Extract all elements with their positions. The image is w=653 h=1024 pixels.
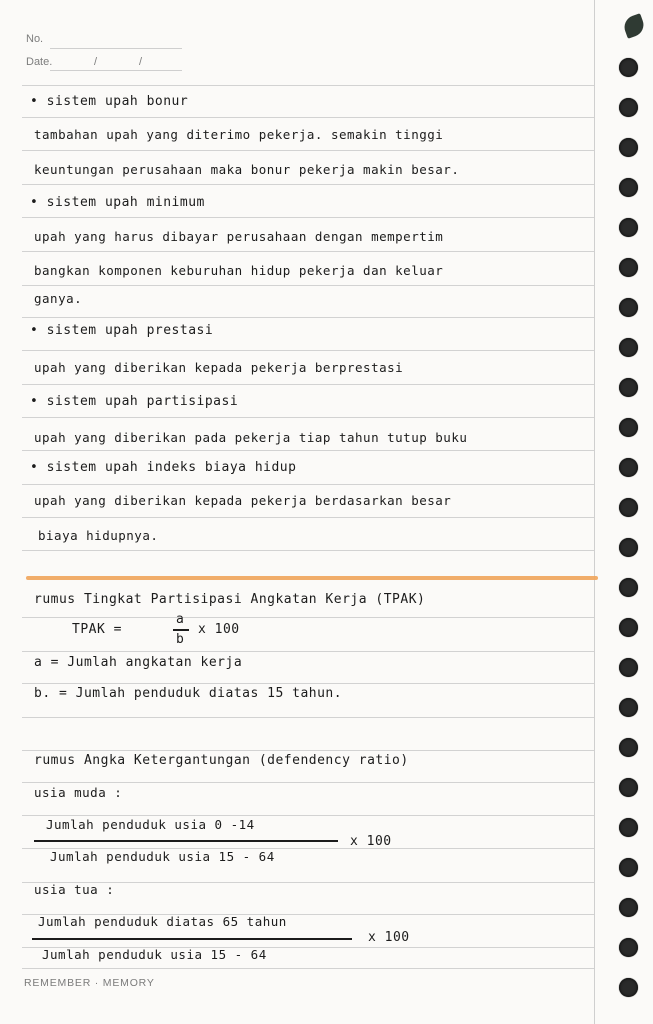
spiral-hole xyxy=(619,938,638,957)
old-times: x 100 xyxy=(368,930,410,945)
min-desc-2: bangkan komponen keburuhan hidup pekerja dan keluar xyxy=(34,263,444,278)
tpak-title: rumus Tingkat Partisipasi Angkatan Kerja (TPAK) xyxy=(34,592,426,607)
spiral-hole xyxy=(619,898,638,917)
spiral-hole xyxy=(619,218,638,237)
spiral-hole xyxy=(619,458,638,477)
spiral-hole xyxy=(619,258,638,277)
tpak-formula-left: TPAK = xyxy=(72,622,122,637)
ruled-line xyxy=(22,150,594,151)
old-denominator: Jumlah penduduk usia 15 - 64 xyxy=(42,947,267,962)
date-separator-1: / xyxy=(94,56,98,68)
right-margin-line xyxy=(594,0,595,1024)
orange-highlight-divider xyxy=(26,576,598,580)
spiral-hole xyxy=(619,58,638,77)
ruled-line xyxy=(22,85,594,86)
spiral-hole xyxy=(619,418,638,437)
no-line xyxy=(50,48,182,49)
young-times: x 100 xyxy=(350,834,392,849)
spiral-hole xyxy=(619,498,638,517)
ruled-line xyxy=(22,285,594,286)
bonus-desc-1: tambahan upah yang diterimo pekerja. semakin tinggi xyxy=(34,127,444,142)
spiral-hole xyxy=(619,538,638,557)
ruled-line xyxy=(22,217,594,218)
bonus-desc-2: keuntungan perusahaan maka bonur pekerja makin besar. xyxy=(34,162,460,177)
spiral-hole xyxy=(619,578,638,597)
old-numerator: Jumlah penduduk diatas 65 tahun xyxy=(38,914,287,929)
ruled-line xyxy=(22,184,594,185)
spiral-hole xyxy=(619,978,638,997)
date-separator-2: / xyxy=(139,56,143,68)
tpak-def-a: a = Jumlah angkatan kerja xyxy=(34,655,243,670)
indeks-title: • sistem upah indeks biaya hidup xyxy=(30,460,297,475)
young-denominator: Jumlah penduduk usia 15 - 64 xyxy=(50,849,275,864)
date-label: Date. xyxy=(26,56,53,68)
partisi-desc: upah yang diberikan pada pekerja tiap tahun tutup buku xyxy=(34,430,468,445)
spiral-hole xyxy=(619,178,638,197)
ruled-line xyxy=(22,683,594,684)
ruled-line xyxy=(22,968,594,969)
dependency-title: rumus Angka Ketergantungan (defendency ratio) xyxy=(34,753,409,768)
ruled-line xyxy=(22,617,594,618)
ruled-line xyxy=(22,251,594,252)
ruled-line xyxy=(22,782,594,783)
indeks-desc-2: biaya hidupnya. xyxy=(38,528,159,543)
spiral-hole xyxy=(619,338,638,357)
old-label: usia tua : xyxy=(34,882,115,897)
spiral-hole xyxy=(619,778,638,797)
ruled-line xyxy=(22,750,594,751)
ruled-line xyxy=(22,517,594,518)
partisi-title: • sistem upah partisipasi xyxy=(30,394,239,409)
min-desc-1: upah yang harus dibayar perusahaan dengan mempertim xyxy=(34,229,444,244)
leaf-icon xyxy=(621,13,647,39)
bonus-title: • sistem upah bonur xyxy=(30,94,189,109)
ruled-line xyxy=(22,815,594,816)
spiral-hole xyxy=(619,698,638,717)
tpak-def-b: b. = Jumlah penduduk diatas 15 tahun. xyxy=(34,686,343,701)
min-title: • sistem upah minimum xyxy=(30,195,205,210)
spiral-hole xyxy=(619,618,638,637)
prest-desc: upah yang diberikan kepada pekerja berprestasi xyxy=(34,360,404,375)
young-label: usia muda : xyxy=(34,785,123,800)
ruled-line xyxy=(22,317,594,318)
spiral-hole xyxy=(619,738,638,757)
ruled-line xyxy=(22,550,594,551)
tpak-numerator: a xyxy=(176,612,185,627)
date-line xyxy=(50,70,182,71)
ruled-line xyxy=(22,450,594,451)
ruled-line xyxy=(22,651,594,652)
spiral-hole xyxy=(619,658,638,677)
ruled-line xyxy=(22,717,594,718)
indeks-desc-1: upah yang diberikan kepada pekerja berdasarkan besar xyxy=(34,493,452,508)
spiral-hole xyxy=(619,298,638,317)
min-desc-3: ganya. xyxy=(34,291,83,306)
young-numerator: Jumlah penduduk usia 0 -14 xyxy=(46,817,255,832)
old-fraction-line xyxy=(32,938,352,940)
spiral-hole xyxy=(619,818,638,837)
prest-title: • sistem upah prestasi xyxy=(30,323,214,338)
no-label: No. xyxy=(26,33,44,45)
spiral-hole xyxy=(619,378,638,397)
tpak-times: x 100 xyxy=(198,622,240,637)
ruled-line xyxy=(22,350,594,351)
young-fraction-line xyxy=(34,840,338,842)
footer-brand: REMEMBER · MEMORY xyxy=(24,977,155,989)
tpak-denominator: b xyxy=(176,632,185,647)
ruled-line xyxy=(22,417,594,418)
ruled-line xyxy=(22,117,594,118)
ruled-line xyxy=(22,384,594,385)
ruled-line xyxy=(22,484,594,485)
spiral-hole xyxy=(619,858,638,877)
tpak-fraction-line xyxy=(173,629,189,631)
spiral-hole xyxy=(619,98,638,117)
spiral-hole xyxy=(619,138,638,157)
